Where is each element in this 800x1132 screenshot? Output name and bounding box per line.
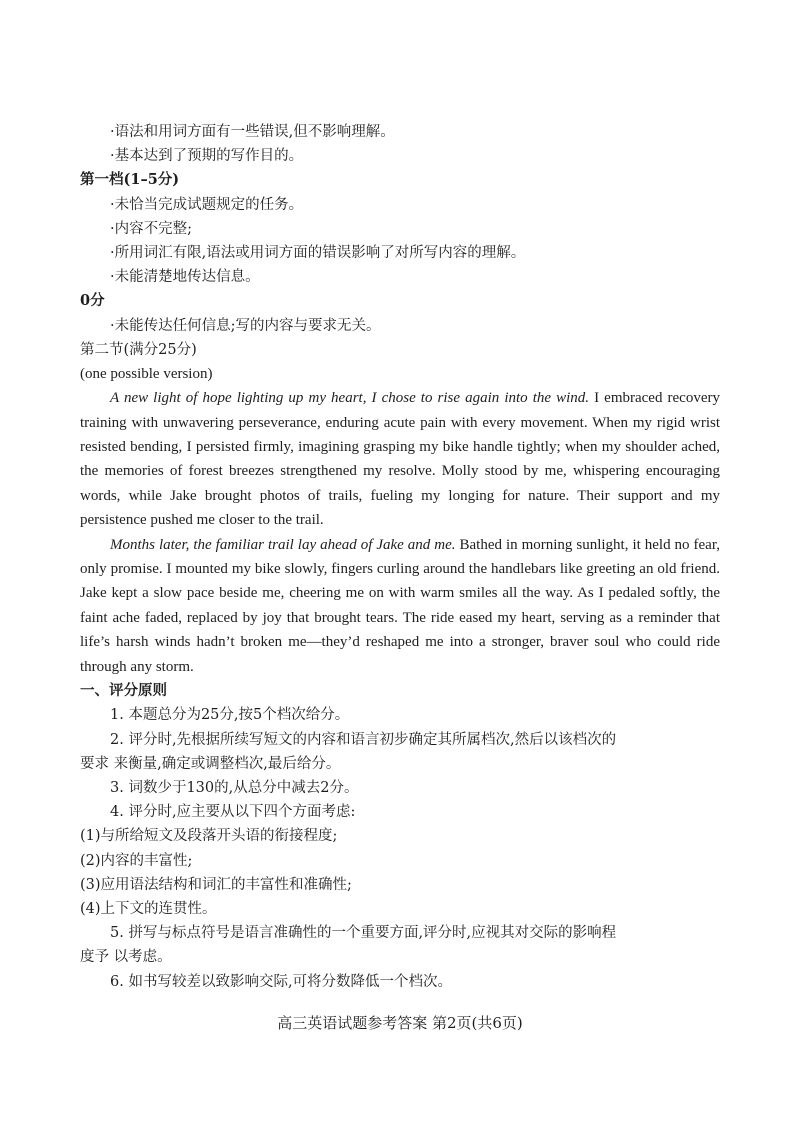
paragraph-1-body: I embraced recovery training with unwavering perseverance, enduring acute pain with every movement. When my rigid wrist resisted bending, I persisted firmly, imagining grasping my bike handle tightly; when my shoulder ached, the memories of forest breezes strengthened my resolve. Molly stood by me, whispering encouraging words, while Jake brought photos of trails, fueling my longing for nature. Their support and my persistence pushed me closer to the trail. [80, 390, 720, 529]
paragraph-2-opening: Months later, the familiar trail lay ahead of Jake and me. [110, 536, 456, 553]
principle-line: 2. 评分时,先根据所续写短文的内容和语言初步确定其所属档次,然后以该档次的 [110, 731, 617, 748]
grade-0-item: ·未能传达任何信息;写的内容与要求无关。 [110, 317, 381, 334]
grade-0-heading: 0分 [80, 292, 105, 310]
sample-paragraph-2 [80, 533, 720, 679]
sample-paragraph-1 [80, 386, 720, 532]
section-2-heading: 第二节(满分25分) [80, 341, 197, 358]
principle-line: (3)应用语法结构和词汇的丰富性和准确性; [80, 876, 352, 893]
grade-1-heading: 第一档(1–5分) [80, 171, 180, 189]
paragraph-2-body: Bathed in morning sunlight, it held no fear, only promise. I mounted my bike slowly, fingers curling around the handlebars like greeting an old friend. Jake kept a slow pace beside me, cheering me on with warm smiles all the way. As I pedaled softly, the faint ache faded, replaced by joy that brought tears. The ride eased my heart, serving as a reminder that life’s harsh winds hadn’t broken me—they’d reshaped me into a stronger, braver soul who could ride through any storm. [80, 536, 720, 675]
principle-line: (2)内容的丰富性; [80, 852, 193, 869]
principle-line: 4. 评分时,应主要从以下四个方面考虑: [110, 804, 356, 821]
version-label: (one possible version) [80, 366, 213, 383]
principle-line: (1)与所给短文及段落开头语的衔接程度; [80, 828, 338, 845]
principle-line: 度予 以考虑。 [80, 949, 172, 966]
page-footer: 高三英语试题参考答案 第2页(共6页) [277, 1014, 523, 1032]
grade-1-item: ·内容不完整; [110, 220, 192, 237]
principle-line: 6. 如书写较差以致影响交际,可将分数降低一个档次。 [110, 973, 453, 990]
page-content [80, 120, 720, 994]
grade-1-item: ·所用词汇有限,语法或用词方面的错误影响了对所写内容的理解。 [110, 245, 526, 262]
grade-2-item: ·基本达到了预期的写作目的。 [110, 148, 304, 165]
paragraph-1-opening: A new light of hope lighting up my heart, I chose to rise again into the wind. [110, 390, 590, 407]
principle-line: 1. 本题总分为25分,按5个档次给分。 [110, 707, 350, 724]
grade-1-item: ·未能清楚地传达信息。 [110, 269, 260, 286]
principle-line: 5. 拼写与标点符号是语言准确性的一个重要方面,评分时,应视其对交际的影响程 [110, 925, 617, 942]
principle-line: 3. 词数少于130的,从总分中减去2分。 [110, 779, 359, 796]
grade-1-item: ·未恰当完成试题规定的任务。 [110, 196, 304, 213]
principle-line: (4)上下文的连贯性。 [80, 900, 217, 917]
principles-heading: 一、评分原则 [80, 682, 167, 700]
grade-2-item: ·语法和用词方面有一些错误,但不影响理解。 [110, 124, 395, 140]
principle-line: 要求 来衡量,确定或调整档次,最后给分。 [80, 755, 341, 772]
